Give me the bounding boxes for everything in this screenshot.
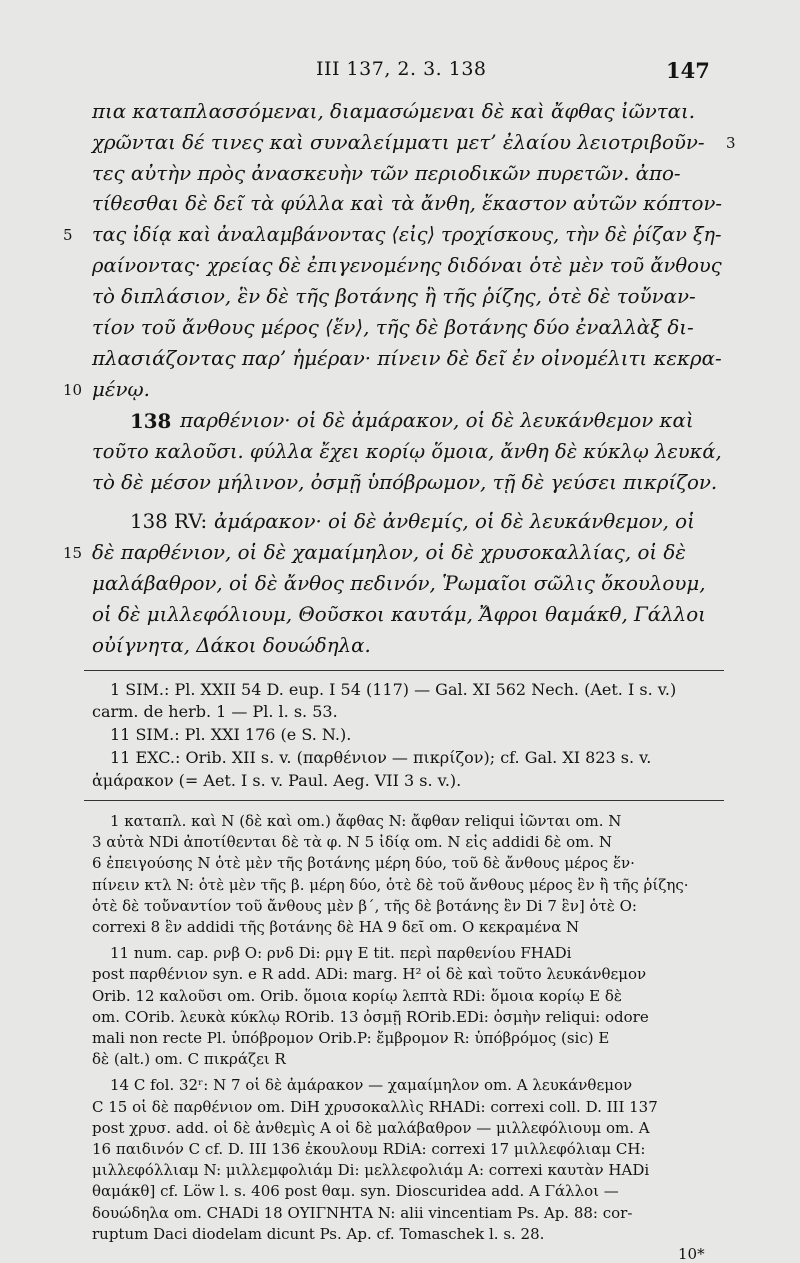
section-number: 138 RV: [130,510,208,533]
testimonia-line: 11 SIM.: Pl. XXI 176 (e S. N.). [110,725,352,744]
section-number: 138 [130,409,172,433]
apparatus-line: μιλλεφόλλιαμ N: μιλλεμφολιάμ Di: μελλεφολιάμ A: correxi καυτὰν HADi [92,1161,650,1180]
apparatus-line: 6 ἐπειγούσης N ὁτὲ μὲν τῆς βοτάνης μέρη δύο, τοῦ δὲ ἄνθους μέρος ἕν· [92,854,635,873]
running-head: III 137, 2. 3. 138 [316,58,487,80]
apparatus-line: δὲ (alt.) om. C πικράζει R [92,1050,286,1069]
apparatus-line: 3 αὐτὰ NDi ἀποτίθενται δὲ τὰ φ. N 5 ἰδίᾳ om. N εἰς addidi δὲ om. N [92,833,613,852]
apparatus-line: 14 C fol. 32ʳ: N 7 οἱ δὲ ἀμάρακον — χαμαίμηλον om. A λευκάνθεμον [110,1076,633,1095]
apparatus-line: πίνειν κτλ N: ὁτὲ μὲν τῆς β. μέρη δύο, ὁτὲ δὲ τοῦ ἄνθους μέρος ἓν ἢ τῆς ῥίζης· [92,875,689,894]
divider [84,800,724,801]
apparatus-line: mali non recte Pl. ὑπόβρομον Orib.P: ἔμβρομον R: ὑπόβρόμος (sic) E [92,1029,610,1047]
line-number: 15 [63,544,83,562]
apparatus-line: Orib. 12 καλοῦσι om. Orib. ὅμοια κορίῳ λεπτὰ RDi: ὅμοια κορίῳ E δὲ [92,986,622,1005]
apparatus-line: correxi 8 ἓν addidi τῆς βοτάνης δὲ HA 9 δεῖ om. O κεκραμένα N [92,918,580,936]
testimonia-line: 11 EXC.: Orib. XII s. v. (παρθένιον — πικρίζον); cf. Gal. XI 823 s. v. [110,748,652,767]
line-number: 10 [63,381,83,399]
apparatus-line: θαμάκθ] cf. Löw l. s. 406 post θαμ. syn. Dioscuridea add. A Γάλλοι — [92,1182,619,1201]
testimonia-line: carm. de herb. 1 — Pl. l. s. 53. [92,702,338,721]
testimonia-line: 1 SIM.: Pl. XXII 54 D. eup. I 54 (117) — Gal. XI 562 Nech. (Aet. I s. v.) [110,680,677,699]
apparatus-line: 11 num. cap. ρνβ O: ρνδ Di: ρμγ E tit. περὶ παρθενίου FHADi [110,944,572,963]
apparatus-line: 1 καταπλ. καὶ N (δὲ καὶ om.) ἄφθας N: ἄφθαν reliqui ἰῶνται om. N [110,812,622,830]
apparatus-line: δουώδηλα om. CHADi 18 ΟΥΙΓΝΗΤΑ N: alii vincentiam Ps. Ap. 88: cor- [92,1203,633,1222]
page-number: 147 [666,58,710,83]
apparatus-line: post χρυσ. add. οἱ δὲ ἀνθεμὶς A οἱ δὲ μαλάβαθρον — μιλλεφόλιουμ om. A [92,1118,650,1137]
apparatus-line: C 15 οἱ δὲ παρθένιον om. DiH χρυσοκαλλὶς RHADi: correxi coll. D. III 137 [92,1097,658,1116]
book-page: III 137, 2. 3. 138 147 πια καταπλασσόμεναι, διαμασώμεναι δὲ καὶ ἄφθας ἰῶνται. χρῶνται δέ τινες καὶ συναλείμματι μετ’ ἐλαίου λειοτριβοῦν- 3 τες αὐτὴν πρὸς ἀνασκευὴν τῶν περιοδικῶν πυρετῶν. ἀπο- τίθεσθαι δὲ δεῖ τὰ φύλλα καὶ τὰ ἄνθη, ἕκαστον αὐτῶν κόπτον- 5 τας ἰδίᾳ καὶ ἀναλαμβάνοντας ⟨εἰς⟩ τροχίσκους, τὴν δὲ ῥίζαν ξη- ραίνοντας· χρείας δὲ ἐπιγενομένης διδόναι ὁτὲ μὲν τοῦ ἄνθους τὸ διπλάσιον, ἓν δὲ τῆς βοτάνης ἢ τῆς ῥίζης, ὁτὲ δὲ τοὔναν- τίον τοῦ ἄνθους μέρος ⟨ἕν⟩, τῆς δὲ βοτάνης δύο ἐναλλὰξ δι- πλασιάζοντας παρ’ ἡμέραν· πίνειν δὲ δεῖ ἐν οἰνομέλιτι κεκρα- 10 μένῳ. 138 παρθένιον· οἱ δὲ ἀμάρακον, οἱ δὲ λευκάνθεμον καὶ τοῦτο καλοῦσι. φύλλα ἔχει κορίῳ ὅμοια, ἄνθη δὲ κύκλῳ λευκά, τὸ δὲ μέσον μήλινον, ὀσμῇ ὑπόβρωμον, τῇ δὲ γεύσει πικρίζον. 138 RV: ἀμάρακον· οἱ δὲ ἀνθεμίς, οἱ δὲ λευκάνθεμον, οἱ 15 δὲ παρθένιον, οἱ δὲ χαμαίμηλον, οἱ δὲ χρυσοκαλλίας, οἱ δὲ μαλάβαθρον, οἱ δὲ ἄνθος πεδινόν, Ῥωμαῖοι σῶλις ὄκουλουμ, οἱ δὲ μιλλεφόλιουμ, Θοῦσκοι καυτάμ, Ἄφροι θαμάκθ, Γάλλοι οὐίγνητα, Δάκοι δουώδηλα. 1 SIM.: Pl. XXII 54 D. eup. I 54 (117) — Gal. XI 562 Nech. (Aet. I s. v.) carm. de herb. 1 — Pl. l. s. 53. 11 SIM.: Pl. XXI 176 (e S. N.). 11 EXC.: Orib. XII s. v. (παρθένιον — πικρίζον); cf. Gal. XI 823 s. v. ἀμάρακον (= Aet. I s. v. Paul. Aeg. VII 3 s. v.). 1 καταπλ. καὶ N (δὲ καὶ om.) ἄφθας N: ἄφθαν reliqui ἰῶνται om. N 3 αὐτὰ NDi ἀποτίθενται δὲ τὰ φ. N 5 ἰδίᾳ om. N εἰς addidi δὲ om. N 6 ἐπειγούσης N ὁτὲ μὲν τῆς βοτάνης μέρη δύο, τοῦ δὲ ἄνθους μέρος ἕν· πίνειν κτλ N: ὁτὲ μὲν τῆς β. μέρη δύο, ὁτὲ δὲ τοῦ ἄνθους μέρος ἓν ἢ τῆς ῥίζης· ὁτὲ δὲ τοὔναντίον τοῦ ἄνθους μὲν β΄, τῆς δὲ βοτάνης ἓν Di 7 ἓν] ὁτὲ O: correxi 8 ἓν addidi τῆς βοτάνης δὲ HA 9 δεῖ om. O κεκραμένα N 11 num. cap. ρνβ O: ρνδ Di: ρμγ E tit. περὶ παρθενίου FHADi post παρθένιον syn. e R add. ADi: marg. H² οἱ δὲ καὶ τοῦτο λευκάνθεμον Orib. 12 καλοῦσι om. Orib. ὅμοια κορίῳ λεπτὰ RDi: ὅμοια κορίῳ E δὲ om. COrib. λευκὰ κύκλῳ ROrib. 13 ὀσμῇ ROrib.EDi: ὀσμὴν reliqui: odore mali non recte Pl. ὑπόβρομον Orib.P: ἔμβρομον R: ὑπόβρόμος (sic) E δὲ (alt.) om. C πικράζει R 14 C fol. 32ʳ: N 7 οἱ δὲ ἀμάρακον — χαμαίμηλον om. A λευκάνθεμον C 15 οἱ δὲ παρθένιον om. DiH χρυσοκαλλὶς RHADi: correxi coll. D. III 137 post χρυσ. add. οἱ δὲ ἀνθεμὶς A οἱ δὲ μαλάβαθρον — μιλλεφόλιουμ om. A 16 παιδινόν C cf. D. III 136 ἐκουλουμ RDiA: correxi 17 μιλλεφόλιαμ CH: μιλλεφόλλιαμ N: μιλλεμφολιάμ Di: μελλεφολιάμ A: correxi καυτὰν HADi θαμάκθ] cf. Löw l. s. 406 post θαμ. syn. Dioscuridea add. A Γάλλοι — δουώδηλα om. CHADi 18 ΟΥΙΓΝΗΤΑ N: alii vincentiam Ps. Ap. 88: cor- ruptum Daci diodelam dicunt Ps. Ap. cf. Tomaschek l. s. 28. 10* [63,58,736,1263]
apparatus-line: post παρθένιον syn. e R add. ADi: marg. H² οἱ δὲ καὶ τοῦτο λευκάνθεμον [92,965,647,984]
apparatus-line: ruptum Daci diodelam dicunt Ps. Ap. cf. Tomaschek l. s. 28. [92,1224,545,1243]
divider [84,670,724,671]
testimonia-line: ἀμάρακον (= Aet. I s. v. Paul. Aeg. VII 3 s. v.). [92,771,462,790]
line-number: 5 [63,226,73,244]
apparatus-line: om. COrib. λευκὰ κύκλῳ ROrib. 13 ὀσμῇ ROrib.EDi: ὀσμὴν reliqui: odore [92,1007,649,1026]
apparatus-line: ὁτὲ δὲ τοὔναντίον τοῦ ἄνθους μὲν β΄, τῆς δὲ βοτάνης ἓν Di 7 ἓν] ὁτὲ O: [92,896,637,915]
line-number: 3 [726,134,736,152]
apparatus-line: 16 παιδινόν C cf. D. III 136 ἐκουλουμ RDiA: correxi 17 μιλλεφόλιαμ CH: [92,1140,646,1158]
signature-mark: 10* [678,1245,705,1263]
